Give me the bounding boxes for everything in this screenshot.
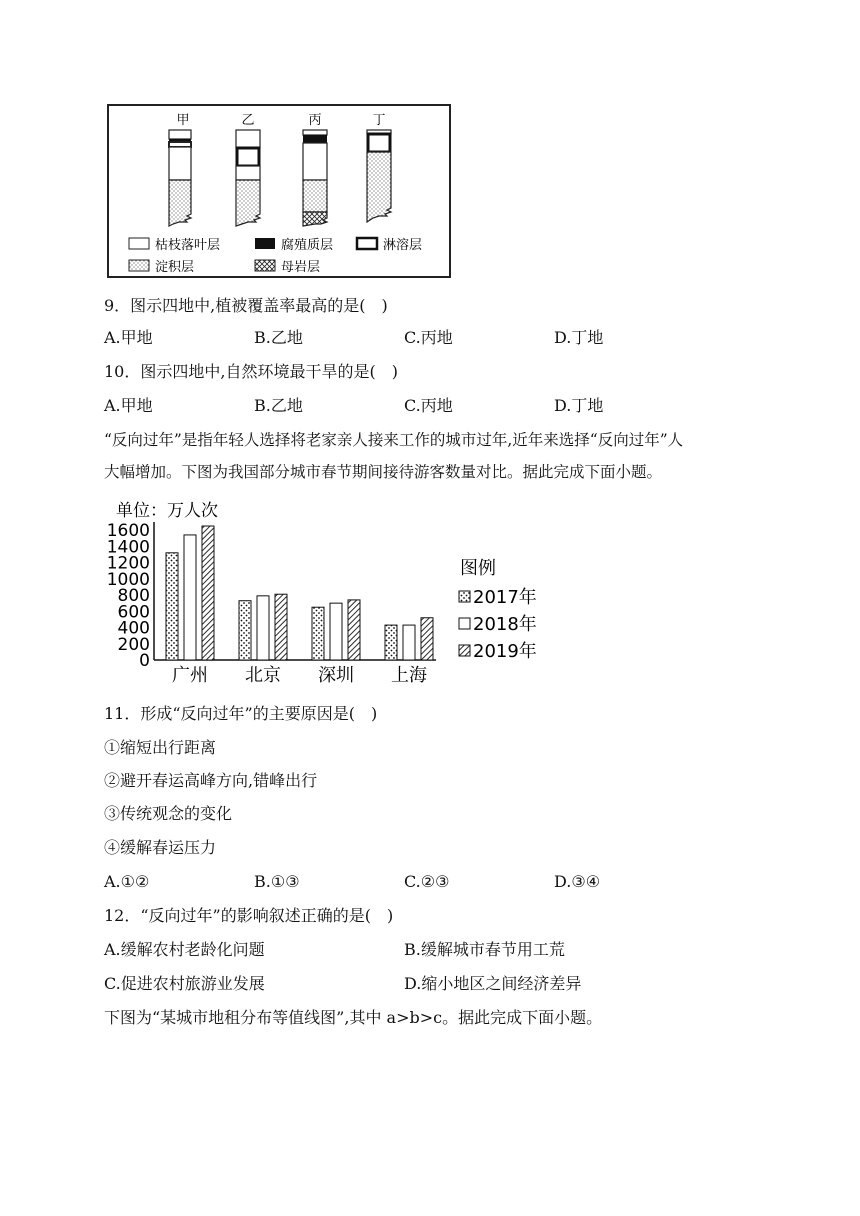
bar-上海-2018年 (403, 625, 415, 660)
intro-paragraph-line-2: 大幅增加。下图为我国部分城市春节期间接待游客数量对比。据此完成下面小题。 (104, 463, 663, 481)
tourist-bar-chart (100, 494, 550, 690)
bar-广州-2018年 (184, 535, 196, 660)
q10-option-c[interactable]: C.丙地 (404, 396, 453, 415)
bar-北京-2018年 (257, 596, 269, 660)
bar-广州-2019年 (202, 526, 214, 660)
y-tick-label: 1000 (106, 569, 150, 590)
bar-深圳-2018年 (330, 603, 342, 660)
legend-humus-layer: 腐殖质层 (281, 238, 334, 253)
legend-swatch (459, 618, 470, 629)
y-tick-label: 0 (139, 651, 150, 671)
question-12-stem: 12．“反向过年”的影响叙述正确的是( ) (104, 906, 394, 925)
q12-option-d[interactable]: D.缩小地区之间经济差异 (404, 974, 582, 993)
x-category-label: 深圳 (318, 665, 354, 686)
profile-yi (236, 113, 260, 226)
q12-option-a[interactable]: A.缓解农村老龄化问题 (104, 940, 265, 959)
q9-option-d[interactable]: D.丁地 (554, 328, 604, 347)
question-9-stem: 9．图示四地中,植被覆盖率最高的是( ) (104, 296, 388, 315)
chart-unit-label: 单位：万人次 (116, 501, 218, 521)
legend-parent-rock-layer: 母岩层 (281, 260, 321, 275)
profile-jia (169, 113, 191, 226)
q12-option-b[interactable]: B.缓解城市春节用工荒 (404, 940, 565, 959)
legend-label: 2018年 (473, 614, 537, 635)
q9-option-a[interactable]: A.甲地 (104, 328, 153, 347)
x-category-label: 北京 (245, 665, 281, 686)
x-category-label: 上海 (391, 665, 427, 686)
legend-title: 图例 (460, 558, 496, 579)
soil-legend (129, 237, 422, 275)
profile-label: 甲 (176, 113, 190, 128)
legend-swatch (459, 645, 470, 656)
legend-illuvial-layer: 淀积层 (155, 260, 195, 275)
q10-option-a[interactable]: A.甲地 (104, 396, 153, 415)
x-category-label: 广州 (172, 665, 208, 686)
q10-option-d[interactable]: D.丁地 (554, 396, 604, 415)
q11-item-2: ②避开春运高峰方向,错峰出行 (104, 771, 318, 790)
q10-option-b[interactable]: B.乙地 (254, 396, 303, 415)
legend-swatch (459, 591, 470, 602)
bar-深圳-2017年 (312, 607, 324, 660)
q11-item-3: ③传统观念的变化 (104, 804, 233, 823)
q11-item-1: ①缩短出行距离 (104, 738, 217, 757)
question-10-stem: 10．图示四地中,自然环境最干旱的是( ) (104, 362, 398, 381)
q11-item-4: ④缓解春运压力 (104, 838, 217, 857)
legend-label: 2017年 (473, 587, 537, 608)
y-tick-label: 1200 (106, 553, 150, 574)
y-tick-label: 600 (117, 602, 150, 623)
profile-ding (367, 113, 391, 222)
q11-option-c[interactable]: C.②③ (404, 872, 450, 891)
q11-option-a[interactable]: A.①② (104, 872, 150, 891)
bar-上海-2017年 (385, 625, 397, 660)
bar-深圳-2019年 (348, 600, 360, 660)
y-tick-label: 400 (117, 618, 150, 639)
bar-上海-2019年 (421, 618, 433, 660)
profile-label: 丁 (372, 113, 386, 128)
intro-paragraph-2: 下图为“某城市地租分布等值线图”,其中 a>b>c。据此完成下面小题。 (104, 1008, 603, 1027)
q9-option-b[interactable]: B.乙地 (254, 328, 303, 347)
profile-label: 乙 (241, 113, 255, 128)
bar-广州-2017年 (166, 553, 178, 660)
intro-paragraph-line-1: “反向过年”是指年轻人选择将老家亲人接来工作的城市过年,近年来选择“反向过年”人 (104, 431, 684, 449)
q11-option-b[interactable]: B.①③ (254, 872, 300, 891)
y-tick-label: 1400 (106, 537, 150, 558)
q11-option-d[interactable]: D.③④ (554, 872, 601, 891)
y-tick-label: 1600 (106, 521, 150, 542)
legend-litter-layer: 枯枝落叶层 (155, 238, 221, 253)
legend-eluvial-layer: 淋溶层 (383, 238, 423, 253)
y-tick-label: 200 (117, 634, 150, 655)
bar-北京-2019年 (275, 594, 287, 660)
q9-option-c[interactable]: C.丙地 (404, 328, 453, 347)
legend-label: 2019年 (473, 641, 537, 662)
question-11-stem: 11．形成“反向过年”的主要原因是( ) (104, 704, 378, 723)
profile-bing (303, 113, 327, 226)
q12-option-c[interactable]: C.促进农村旅游业发展 (104, 974, 265, 993)
profile-label: 丙 (308, 113, 322, 128)
soil-profile-diagram (107, 104, 451, 278)
bar-北京-2017年 (239, 601, 251, 660)
y-tick-label: 800 (117, 586, 150, 607)
